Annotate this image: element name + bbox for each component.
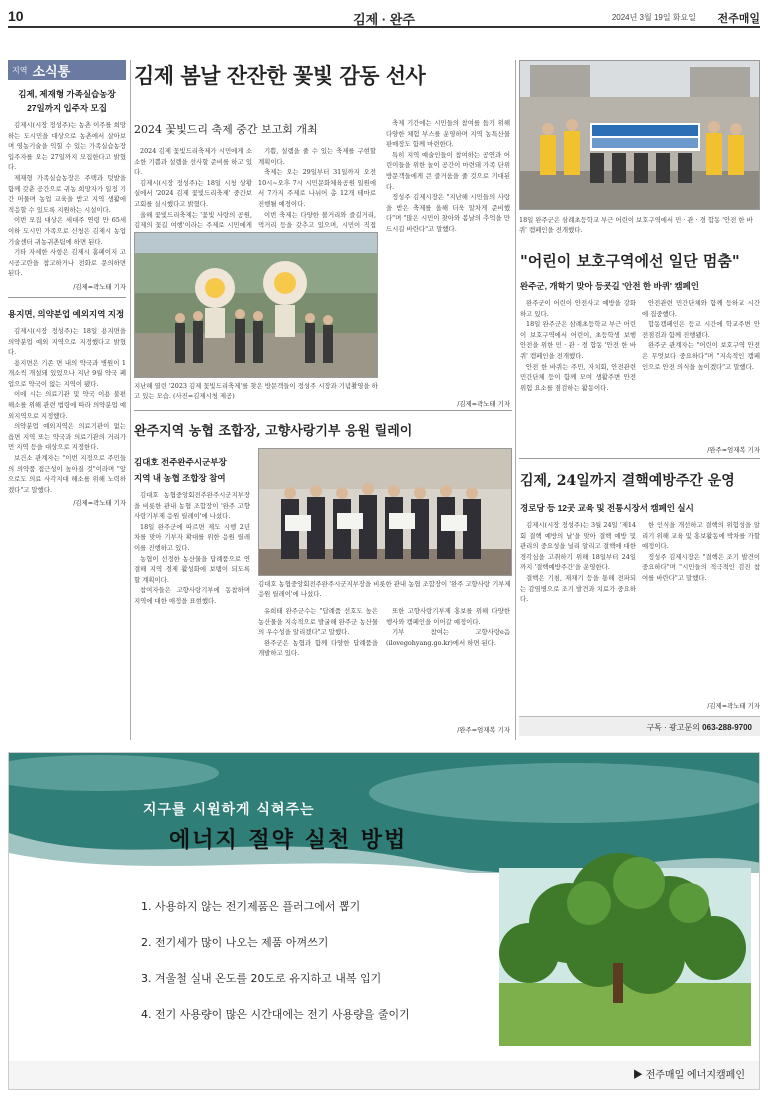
paragraph: 18일 완주군에 따르면 제도 시행 2년 차를 맞아 기부자 확대를 위한 응원 릴레이를 진행하고 있다. (134, 522, 250, 552)
cooperative-photo-caption: 김대호 농협중앙회전주완주시군지부장을 비롯한 관내 농협 조합장이 '완주 고향사랑 기부제 응원 릴레이'에 나섰다. (258, 580, 511, 598)
paragraph: 보건소 관계자는 "이번 지정으로 주민들의 의약품 접근성이 높아질 것"이라며 "앞으로도 의료 사각지대 해소를 위해 노력하겠다"고 말했다. (8, 454, 126, 494)
paragraph: 이에 시는 의료기관 및 약국 이용 불편 해소를 위해 관련 법령에 따라 의약분업 예외지역으로 지정했다. (8, 390, 126, 420)
issue-date: 2024년 3월 19일 화요일 (611, 13, 696, 22)
paragraph: 김대호 농협중앙회전주완주시군지부장을 비롯한 관내 농협 조합장이 '완주 고향사랑기부제 응원 릴레이'에 나섰다. (134, 491, 250, 521)
paragraph: 2024 김제 꽃빛드리축제가 시민에게 소소한 기쁨과 설렘을 선사할 준비를 하고 있다. (134, 147, 252, 177)
paragraph: 18일 완주군은 삼례초등학교 부근 어린이 보호구역에서 어린이, 초등학생 보행 안전을 위한 민 · 관 · 경 합동 '안전 한 바퀴' 캠페인을 전개했다. (520, 320, 636, 360)
byline: /김제=곽노태 기자 (73, 282, 126, 291)
festival-photo-caption (134, 382, 378, 401)
paragraph: 결핵은 기침, 재채기 등을 통해 전파되는 감염병으로 조기 발견과 치료가 중요하다. (520, 573, 636, 604)
right-col-2 (642, 298, 760, 372)
main-headline: 김제 봄날 잔잔한 꽃빛 감동 선사 (134, 64, 426, 88)
paragraph: 또한 고향사랑기부제 홍보를 위해 다양한 행사와 캠페인을 이어갈 예정이다. (386, 607, 510, 626)
section-name: 김제 · 완주 (353, 12, 415, 27)
right-headline: "어린이 보호구역에선 일단 멈춤" (520, 252, 740, 270)
paragraph: 의약분업 예외지역은 의료기관이 없는 읍면 지역 또는 약국과 의료기관의 거리가 먼 지역 등을 대상으로 지정한다. (8, 422, 126, 452)
right-col-4 (642, 520, 760, 584)
paragraph: 기부 참여는 고향사랑e음(ilovegohyang.go.kr)에서 하면 된다. (386, 628, 510, 647)
paragraph: 축제 기간에는 시민들의 참여를 돕기 위해 다양한 체험 부스를 운영하며 지역 농특산물 판매장도 함께 마련한다. (386, 119, 510, 149)
paragraph: 유희태 완주군수는 "답례품 선호도 높은 농산물을 지속적으로 발굴해 완주군 농산물의 우수성을 알리겠다"고 말했다. (258, 607, 378, 637)
section-tag (8, 60, 126, 80)
campaign-photo-caption: 18일 완주군은 삼례초등학교 부근 어린이 보호구역에서 민 · 관 · 경 합동 '안전 한 바퀴' 캠페인을 전개했다. (519, 216, 753, 234)
divider (519, 458, 760, 459)
paragraph: 정성주 김제시장은 "결핵은 조기 발견이 중요하다"며 "시민들의 적극적인 검진 참여를 바란다"고 말했다. (642, 552, 760, 582)
article2-headline: 완주지역 농협 조합장, 고향사랑기부 응원 릴레이 (134, 424, 413, 439)
column-divider (130, 60, 131, 740)
ad-label: 구독 · 광고문의 (646, 723, 700, 732)
divider (134, 410, 512, 411)
festival-photo (134, 232, 378, 378)
paragraph: 기타 자세한 사항은 김제시 홈페이지 고시공고란을 참고하거나 전화로 문의하면 된다. (8, 248, 126, 278)
paragraph: 기쁨, 설렘을 줄 수 있는 축제를 구현할 계획이다. (258, 147, 376, 166)
main-subhead: 2024 꽃빛드리 축제 중간 보고회 개최 (134, 123, 318, 136)
cooperative-photo-image (259, 449, 512, 576)
caption-text: 지난해 열린 '2023 김제 꽃빛드리축제'를 찾은 방문객들이 정성주 시장과 기념촬영을 하고 있는 모습. (134, 382, 378, 400)
tag-big: 소식통 (32, 63, 71, 79)
paragraph: 완주군은 농협과 함께 다양한 답례품을 개발하고 있다. (258, 638, 378, 658)
byline: /김제=곽노태 기자 (73, 499, 126, 508)
subscription-info (519, 716, 760, 736)
main-col-3 (386, 118, 510, 235)
list-item: 3. 겨울철 실내 온도를 20도로 유지하고 내복 입기 (141, 972, 382, 985)
paragraph: 이번 모집 대상은 세대주 연령 만 65세 이하 도시민 가족으로 신청은 김제시 농업기술센터 귀농귀촌팀에 하면 된다. (8, 216, 126, 246)
paragraph: 완주군이 어린이 안전사고 예방을 강화하고 있다. (520, 299, 636, 318)
festival-photo-image (135, 233, 378, 378)
cooperative-photo (258, 448, 512, 576)
byline: /완주=엄재복 기자 (707, 446, 760, 454)
paper-name: 전주매일 (717, 13, 760, 25)
byline: /김제=곽노태 기자 (457, 400, 510, 408)
paragraph: 축제는 오는 29일부터 31일까지 오전 10시~오후 7시 시민문화체육공원 일원에서 7가지 주제로 나뉘어 총 12개 테마로 진행될 예정이다. (258, 168, 376, 208)
ad-phone: 063-288-9700 (702, 723, 752, 732)
article-title: 용지면, 의약분업 예외지역 지정 (8, 308, 125, 319)
paragraph: 김제시(시장 정성주)는 18일 용지면을 의약분업 예외 지역으로 지정했다고 밝혔다. (8, 326, 126, 357)
paragraph: 제재형 가족실습농장은 주택과 텃밭을 함께 갖춘 공간으로 귀농 희망자가 일정 기간 머물며 농업 교육을 받고 지역 생활에 적응할 수 있도록 지원하는 시설이다. (8, 173, 126, 214)
article-body (8, 120, 126, 279)
page-number: 10 (8, 8, 24, 24)
paragraph: 안전 한 바퀴는 주민, 자치회, 안전관련 민간단체 등이 함께 모여 생활주변 안전 위험 요소를 점검하는 활동이다. (520, 362, 636, 392)
paragraph: 김제시(시장 정성주)는 18일 시청 상황실에서 '2024 김제 꽃빛드리축제' 중간보고회를 실시했다고 밝혔다. (134, 178, 252, 208)
list-item: 4. 전기 사용량이 많은 시간대에는 전기 사용량을 줄이기 (141, 1008, 410, 1021)
article-body (8, 326, 126, 496)
paragraph: 완주군 관계자는 "어린이 보호구역 안전은 무엇보다 중요하다"며 "지속적인 캠페인으로 안전 의식을 높이겠다"고 말했다. (642, 341, 760, 371)
energy-footer: ▶ 전주매일 에너지캠페인 (632, 1070, 745, 1081)
paragraph: 특히 지역 예술인들이 참여하는 공연과 어린이들을 위한 놀이 공간이 마련돼 가족 단위 방문객들에게 큰 즐거움을 줄 것으로 기대된다. (386, 150, 510, 191)
paragraph: 안전관련 민간단체와 함께 등하교 시간에 집중했다. (642, 299, 760, 318)
paragraph: 용지면은 기존 면 내의 약국과 병원이 1개소씩 개설돼 있었으나 지난 9월 약국 폐업으로 약국이 없는 지역이 됐다. (8, 358, 126, 388)
paragraph: 올해 꽃빛드리축제는 '꽃빛 사랑의 공원, 김제의 꽃길 여행'이라는 주제로 시민에게 (134, 210, 252, 230)
right-headline-2: 김제, 24일까지 결핵예방주간 운영 (520, 473, 735, 489)
paragraph: 한 인식을 개선하고 결핵의 위험성을 알리기 위해 교육 및 홍보활동에 박차를 가할 예정이다. (642, 521, 760, 551)
right-col-1 (520, 298, 636, 393)
paragraph: 참여자들은 고향사랑기부에 동참하며 지역에 대한 애정을 표현했다. (134, 586, 250, 605)
article-title: 김제, 제재형 가족실습농장 (18, 89, 116, 99)
byline: /김제=곽노태 기자 (707, 702, 760, 710)
article2-sub2: 지역 내 농협 조합장 참여 (134, 473, 226, 483)
right-subhead-2: 경로당 등 12곳 교육 및 전통시장서 캠페인 실시 (520, 503, 694, 513)
paragraph: 농협이 선정한 농산물을 답례품으로 연결해 지역 경제 활성화에 보탬이 되도록 할 계획이다. (134, 554, 250, 584)
paragraph: 정성주 김제시장은 "지난해 시민들의 사랑을 받은 축제를 올해 더욱 알차게 준비했다"며 "많은 시민이 찾아와 봄날의 추억을 만드시길 바란다"고 말했다. (386, 193, 510, 233)
paragraph: 김제시(시장 정성주)는 3월 24일 '제14회 결핵 예방의 날'을 맞아 결핵 예방 및 관리의 중요성을 널리 알리고 결핵에 대한 경각심을 고취하기 위해 18일부터 24일까지 '결핵예방주간'을 운영한다. (520, 521, 636, 572)
list-item: 1. 사용하지 않는 전기제품은 플러그에서 뽑기 (141, 900, 361, 913)
campaign-photo-image (520, 61, 760, 210)
energy-tips-list (141, 898, 410, 1042)
divider (8, 297, 126, 298)
list-item: 2. 전기세가 많이 나오는 제품 아껴쓰기 (141, 936, 329, 949)
paragraph: 합동캠페인은 등교 시간에 학교주변 안전점검과 함께 진행됐다. (642, 320, 760, 339)
article-subtitle: 27일까지 입주자 모집 (27, 103, 107, 113)
campaign-photo (519, 60, 760, 210)
energy-title-2: 에너지 절약 실천 방법 (169, 828, 408, 853)
main-col-1 (134, 146, 252, 241)
column-divider (515, 60, 516, 740)
article2-col-3 (386, 606, 510, 648)
paragraph: 이번 축제는 다양한 볼거리와 즐길거리, 먹거리 등을 갖추고 있으며, 시민이 직접 (258, 210, 376, 230)
page-header (8, 6, 760, 28)
caption-credit: (사진=김제시청 제공) (173, 391, 235, 400)
article2-col-2 (258, 606, 378, 659)
energy-title-1: 지구를 시원하게 식혀주는 (143, 802, 315, 818)
left-column (8, 60, 126, 507)
right-col-3 (520, 520, 636, 605)
paragraph: 김제시(시장 정성주)는 농촌 이주를 희망하는 도시민을 대상으로 농촌에서 살아보며 영농기술을 익힐 수 있는 가족실습농장 입주자를 오는 27일까지 모집한다고 밝혔다. (8, 121, 126, 172)
article2-sub1: 김대호 전주완주시군부장 (134, 457, 227, 467)
byline: /완주=엄재복 기자 (457, 726, 510, 734)
tag-small: 지역 (12, 65, 28, 75)
article2-col-1 (134, 490, 250, 607)
energy-campaign-ad (8, 752, 760, 1090)
right-subhead: 완주군, 개학기 맞아 등굣길 '안전 한 바퀴' 캠페인 (520, 281, 699, 291)
